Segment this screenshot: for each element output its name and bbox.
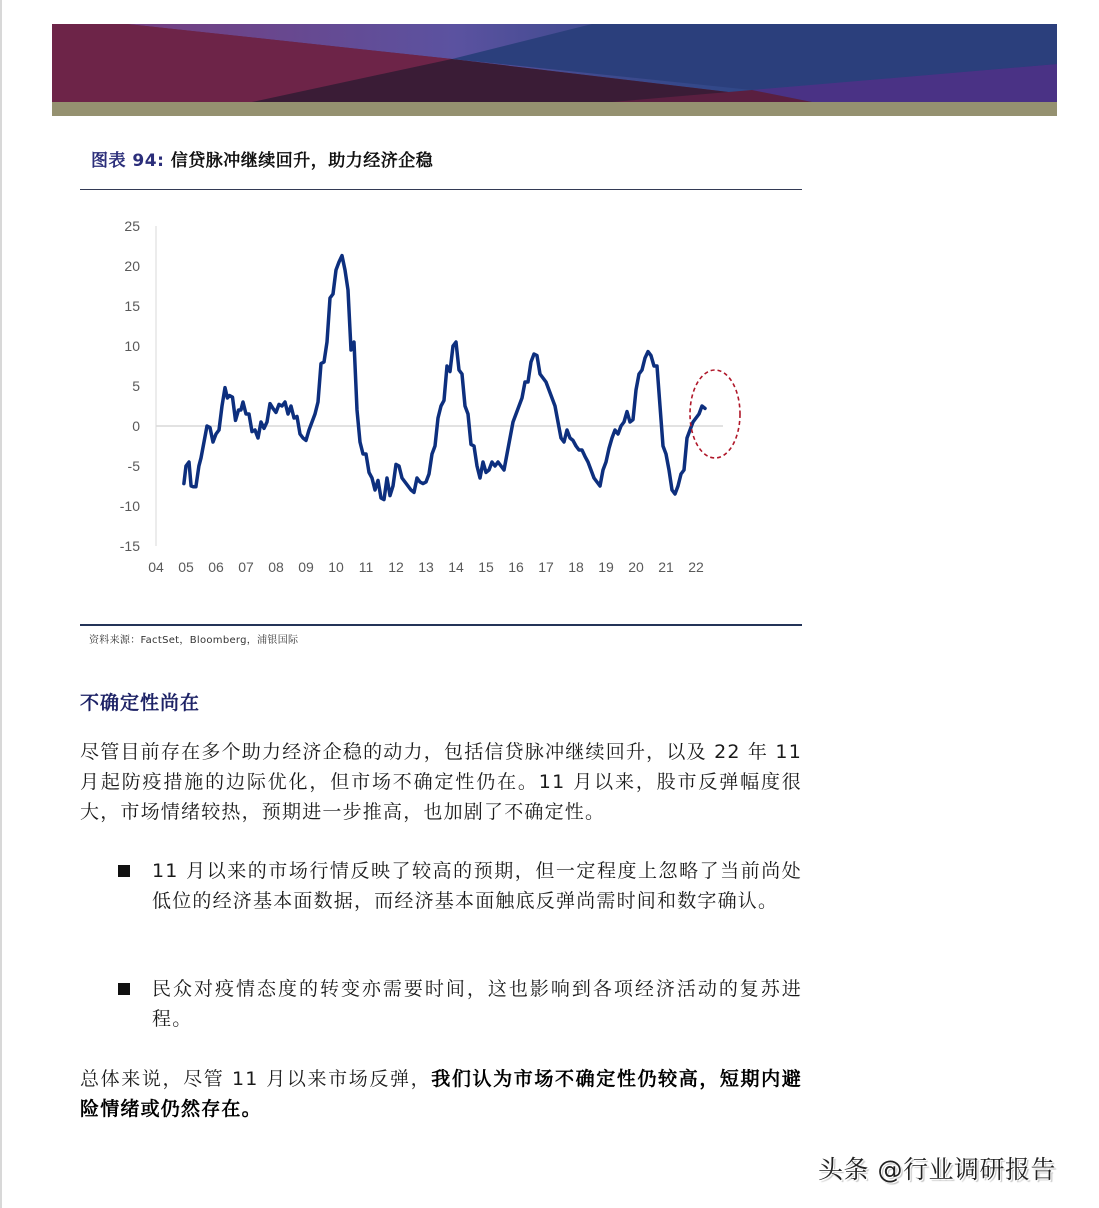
figure-title: [91, 146, 433, 171]
line-chart-svg: [80, 200, 802, 620]
x-tick-label: 19: [598, 559, 614, 575]
bullet-text: 11 月以来的市场行情反映了较高的预期，但一定程度上忽略了当前尚处低位的经济基本面数据，而经济基本面触底反弹尚需时间和数字确认。: [152, 860, 802, 912]
watermark: 头条 @行业调研报告: [818, 1155, 1056, 1184]
y-tick-label: 20: [124, 258, 140, 274]
x-tick-label: 08: [268, 559, 284, 575]
x-tick-label: 16: [508, 559, 524, 575]
x-tick-label: 13: [418, 559, 434, 575]
x-tick-label: 17: [538, 559, 554, 575]
x-tick-label: 06: [208, 559, 224, 575]
x-tick-label: 04: [148, 559, 164, 575]
y-tick-label: 10: [124, 338, 140, 354]
section-heading: 不确定性尚在: [80, 692, 201, 714]
x-tick-label: 22: [688, 559, 704, 575]
page-left-edge: [0, 0, 2, 1208]
credit-impulse-line: [184, 256, 705, 500]
figure-source: 资料来源：FactSet，Bloomberg，浦银国际: [89, 635, 299, 646]
figure-caption: 信贷脉冲继续回升，助力经济企稳: [170, 151, 434, 171]
square-bullet-icon: [118, 865, 130, 877]
y-tick-label: 15: [124, 298, 140, 314]
x-tick-label: 21: [658, 559, 674, 575]
header-banner: [52, 24, 1057, 116]
x-tick-label: 12: [388, 559, 404, 575]
figure-bottom-rule: [80, 624, 802, 626]
body-paragraph-1: 尽管目前存在多个助力经济企稳的动力，包括信贷脉冲继续回升，以及 22 年 11 月起防疫措施的边际优化，但市场不确定性仍在。11 月以来，股市反弹幅度很大，市场情绪较热，预期进一步推高，也加剧了不确定性。: [80, 741, 802, 823]
x-tick-label: 18: [568, 559, 584, 575]
x-tick-label: 15: [478, 559, 494, 575]
y-tick-label: -15: [119, 538, 140, 554]
body-paragraph-2: [80, 1064, 802, 1124]
bullet-item-2: [118, 974, 802, 1034]
x-tick-label: 14: [448, 559, 464, 575]
y-tick-label: 5: [132, 378, 140, 394]
banner-graphic: [52, 24, 1057, 116]
figure-label: 图表 94:: [91, 151, 165, 171]
x-tick-label: 11: [358, 559, 374, 575]
credit-impulse-chart: [80, 200, 802, 620]
y-tick-label: -10: [119, 498, 140, 514]
square-bullet-icon: [118, 983, 130, 995]
conclusion-emphasis: 我们认为市场不确定性仍较高，短期内避险情绪或仍然存在。: [80, 1068, 802, 1120]
bullet-text: 民众对疫情态度的转变亦需要时间，这也影响到各项经济活动的复苏进程。: [152, 978, 802, 1030]
bullet-item-1: [118, 856, 802, 916]
x-tick-label: 07: [238, 559, 254, 575]
x-tick-label: 10: [328, 559, 344, 575]
y-tick-label: -5: [127, 458, 140, 474]
conclusion-lead: 总体来说，尽管 11 月以来市场反弹，: [80, 1068, 432, 1090]
x-tick-label: 20: [628, 559, 644, 575]
y-tick-label: 0: [132, 418, 140, 434]
figure-top-rule: [80, 189, 802, 190]
y-tick-label: 25: [124, 218, 140, 234]
x-tick-label: 09: [298, 559, 314, 575]
x-tick-label: 05: [178, 559, 194, 575]
